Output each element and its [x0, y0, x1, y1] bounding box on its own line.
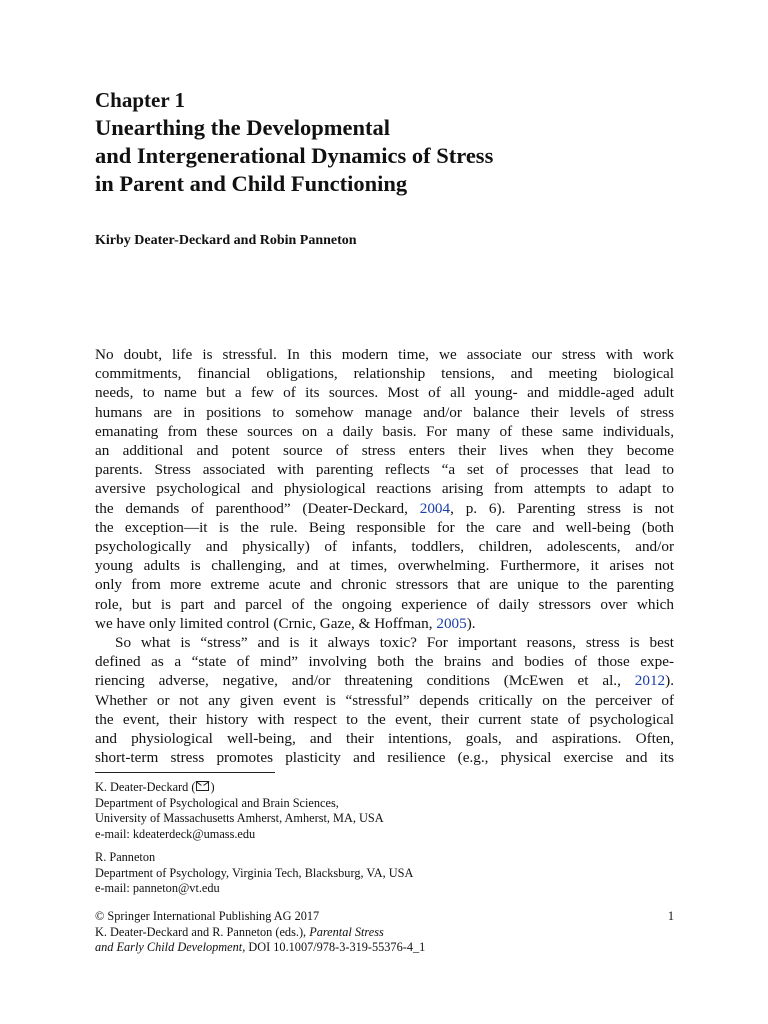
text-line: emanating from these sources on a daily basis. For many of these same individuals,: [95, 422, 674, 440]
text-line: defined as a “state of mind” involving both the brains and bodies of those expe-: [95, 653, 674, 671]
text-line: the exception—it is the rule. Being responsible for the care and well-being (both: [95, 518, 674, 536]
citation-line: [95, 940, 674, 956]
author-name-line: [95, 780, 674, 796]
page-number: 1: [667, 909, 674, 923]
text-line: [95, 671, 674, 690]
text-line: [95, 499, 674, 518]
book-page: [95, 0, 674, 1024]
text-line: young adults is challenging, and at times, overwhelming. Furthermore, it arises not: [95, 557, 674, 575]
text-line: [95, 614, 674, 633]
paragraph-2: [95, 633, 674, 767]
paragraph-1: [95, 345, 674, 633]
envelope-icon[interactable]: [196, 781, 209, 791]
citation-line: [95, 925, 674, 941]
text-line: Whether or not any given event is “stressful” depends critically on the perceiver of: [95, 691, 674, 709]
chapter-label: Chapter 1: [95, 88, 186, 112]
citation-link-2004[interactable]: 2004: [419, 499, 451, 517]
chapter-title-line: and Intergenerational Dynamics of Stress: [95, 143, 494, 168]
chapter-title: [95, 114, 674, 198]
text-line: needs, to name but a few of its sources. Most of all young- and middle-aged adult: [95, 384, 674, 402]
text-line: and physiological well-being, and their intentions, goals, and aspirations. Often,: [95, 730, 674, 748]
text-segment: , p. 6). Parenting stress is not: [450, 499, 674, 517]
affiliation-line: Department of Psychology, Virginia Tech, Blacksburg, VA, USA: [95, 865, 414, 880]
author-name: R. Panneton: [95, 850, 156, 864]
text-segment: K. Deater-Deckard and R. Panneton (eds.),: [95, 924, 310, 939]
citation-link-2012[interactable]: 2012: [634, 672, 666, 690]
text-segment: the demands of parenthood” (Deater-Deckard,: [95, 499, 420, 517]
book-title: and Early Child Development: [95, 940, 243, 955]
text-segment: riencing adverse, negative, and/or threatening conditions (McEwen et al.,: [95, 672, 635, 690]
text-line: No doubt, life is stressful. In this modern time, we associate our stress with work: [95, 346, 674, 363]
footnote-divider: [95, 772, 275, 773]
copyright-block: [95, 909, 674, 956]
text-line: commitments, financial obligations, relationship tensions, and meeting biological: [95, 365, 674, 383]
text-line: short-term stress promotes plasticity and resilience (e.g., physical exercise and its: [95, 749, 674, 767]
text-line: parents. Stress associated with parenting reflects “a set of processes that lead to: [95, 461, 674, 479]
chapter-title-line: in Parent and Child Functioning: [95, 171, 408, 196]
text-line: So what is “stress” and is it always toxic? For important reasons, stress is best: [115, 634, 674, 652]
author-footnote-2: [95, 850, 674, 897]
author-name: K. Deater-Deckard (: [95, 780, 196, 794]
author-footnote-1: [95, 780, 674, 842]
text-segment: ).: [466, 614, 476, 632]
text-line: role, but is part and parcel of the ongoing experience of daily stressors over which: [95, 595, 674, 613]
email-line: e-mail: kdeaterdeck@umass.edu: [95, 826, 256, 841]
book-title: Parental Stress: [309, 924, 384, 939]
text-line: an additional and potent source of stress enters their lives when they become: [95, 442, 674, 460]
text-line: the event, their history with respect to the event, their current state of psychological: [95, 710, 674, 728]
text-line: only from more extreme acute and chronic stressors that are unique to the parenting: [95, 576, 674, 594]
chapter-title-line: Unearthing the Developmental: [95, 115, 390, 140]
email-line: e-mail: panneton@vt.edu: [95, 881, 220, 896]
text-segment: ): [210, 780, 215, 794]
doi-text: , DOI 10.1007/978-3-319-55376-4_1: [242, 940, 426, 955]
citation-link-2005[interactable]: 2005: [436, 614, 467, 632]
affiliation-line: Department of Psychological and Brain Sciences,: [95, 795, 339, 810]
text-line: psychologically and physically) of infants, toddlers, children, adolescents, and/or: [95, 538, 674, 556]
body-text: [95, 345, 674, 767]
text-segment: we have only limited control (Crnic, Gaze, & Hoffman,: [95, 614, 437, 632]
text-line: aversive psychological and physiological reactions arising from attempts to adapt to: [95, 480, 674, 498]
text-line: humans are in positions to somehow manage and/or balance their levels of stress: [95, 403, 674, 421]
affiliation-line: University of Massachusetts Amherst, Amherst, MA, USA: [95, 811, 384, 826]
chapter-authors: Kirby Deater-Deckard and Robin Panneton: [95, 233, 357, 248]
text-segment: ).: [665, 672, 674, 690]
copyright-line: © Springer International Publishing AG 2017: [95, 909, 320, 923]
